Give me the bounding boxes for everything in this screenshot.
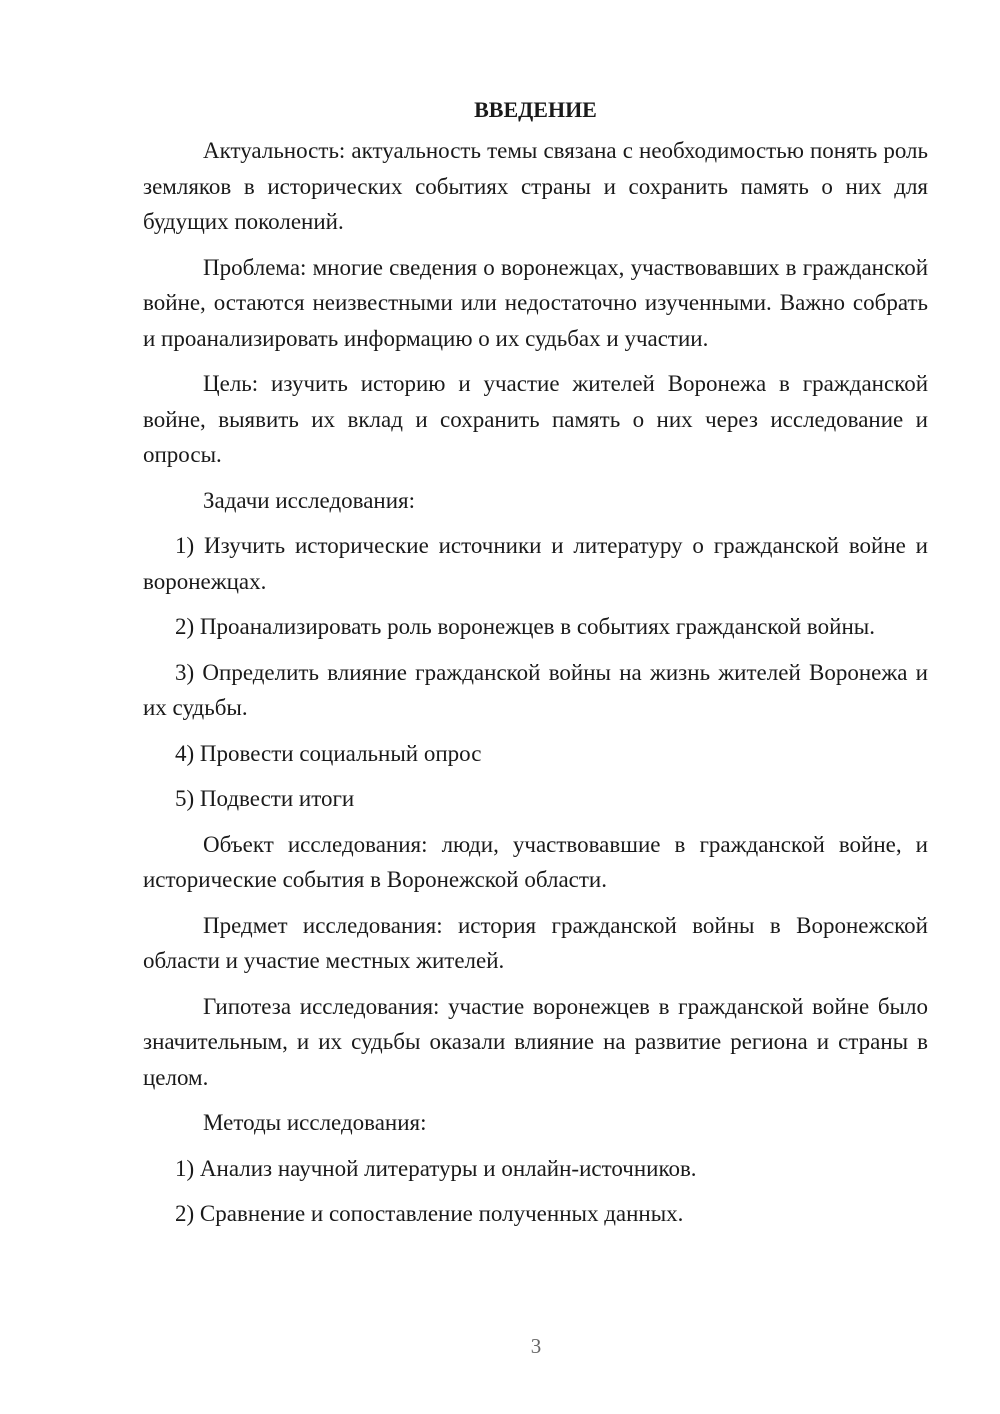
task-item: 2) Проанализировать роль воронежцев в событиях гражданской войны.: [175, 614, 875, 639]
relevance-paragraph: Актуальность: актуальность темы связана с необходимостью понять роль земляков в исторических событиях страны и сохранить память о них для будущих поколений.: [143, 138, 928, 234]
task-item: 4) Провести социальный опрос: [175, 740, 482, 766]
task-item: 1) Изучить исторические источники и литературу о гражданской войне и воронежцах.: [143, 533, 928, 594]
task-item: 5) Подвести итоги: [175, 786, 355, 811]
method-item: 1) Анализ научной литературы и онлайн-источников.: [175, 1155, 697, 1181]
subject-paragraph: Предмет исследования: история гражданской войны в Воронежской области и участие местных жителей.: [143, 912, 928, 973]
page-content: [143, 92, 928, 1242]
section-title: ВВЕДЕНИЕ: [474, 97, 597, 122]
goal-paragraph: Цель: изучить историю и участие жителей Воронежа в гражданской войне, выявить их вклад и сохранить память о них через исследование и опросы.: [143, 371, 928, 467]
object-paragraph: Объект исследования: люди, участвовавшие в гражданской войне, и исторические события в Воронежской области.: [143, 831, 928, 892]
task-item: 3) Определить влияние гражданской войны на жизнь жителей Воронежа и их судьбы.: [143, 659, 928, 720]
page-number: 3: [530, 1334, 542, 1358]
problem-paragraph: Проблема: многие сведения о воронежцах, участвовавших в гражданской войне, остаются неизвестными или недостаточно изученными. Важно собрать и проанализировать информацию о их судьбах и участии.: [143, 254, 928, 351]
methods-heading: Методы исследования:: [203, 1110, 427, 1135]
method-item: 2) Сравнение и сопоставление полученных данных.: [175, 1201, 684, 1226]
tasks-heading: Задачи исследования:: [203, 487, 416, 513]
hypothesis-paragraph: Гипотеза исследования: участие воронежцев в гражданской войне было значительным, и их судьбы оказали влияние на развитие региона и страны в целом.: [143, 993, 928, 1090]
